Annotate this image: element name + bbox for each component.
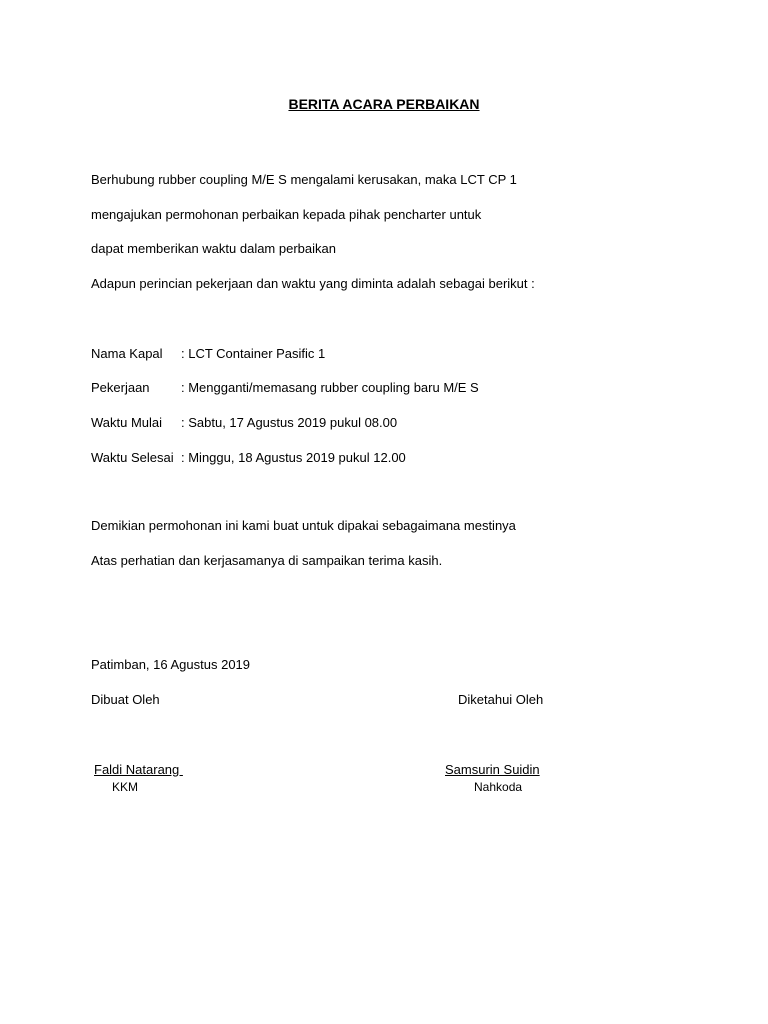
signature-left-heading: Dibuat Oleh (91, 692, 160, 707)
intro-line-3: dapat memberikan waktu dalam perbaikan (91, 241, 336, 256)
place-date: Patimban, 16 Agustus 2019 (91, 657, 251, 672)
detail-row-nama-kapal (91, 346, 325, 361)
signature-right-role: Nahkoda (474, 780, 523, 794)
detail-value: : Minggu, 18 Agustus 2019 pukul 12.00 (181, 450, 406, 465)
detail-row-pekerjaan (91, 380, 479, 395)
detail-label: Waktu Selesai (91, 450, 174, 465)
detail-label: Nama Kapal (91, 346, 163, 361)
signature-right-name: Samsurin Suidin (445, 762, 540, 777)
detail-label: Waktu Mulai (91, 415, 163, 430)
detail-value: : Mengganti/memasang rubber coupling baru M/E S (181, 380, 479, 395)
intro-line-4: Adapun perincian pekerjaan dan waktu yang diminta adalah sebagai berikut : (91, 276, 535, 291)
closing-line-1: Demikian permohonan ini kami buat untuk dipakai sebagaimana mestinya (91, 518, 516, 533)
signature-left-name: Faldi Natarang (94, 762, 183, 777)
signature-left-role: KKM (112, 780, 139, 794)
detail-row-waktu-selesai (91, 450, 406, 465)
signature-right-heading: Diketahui Oleh (458, 692, 544, 707)
closing-line-2: Atas perhatian dan kerjasamanya di sampaikan terima kasih. (91, 553, 443, 568)
detail-value: : Sabtu, 17 Agustus 2019 pukul 08.00 (181, 415, 398, 430)
intro-line-2: mengajukan permohonan perbaikan kepada pihak pencharter untuk (91, 207, 482, 222)
intro-line-1: Berhubung rubber coupling M/E S mengalami kerusakan, maka LCT CP 1 (91, 172, 517, 187)
detail-label: Pekerjaan (91, 380, 150, 395)
document-title: BERITA ACARA PERBAIKAN (288, 96, 480, 112)
detail-value: : LCT Container Pasific 1 (181, 346, 326, 361)
detail-row-waktu-mulai (91, 415, 397, 430)
